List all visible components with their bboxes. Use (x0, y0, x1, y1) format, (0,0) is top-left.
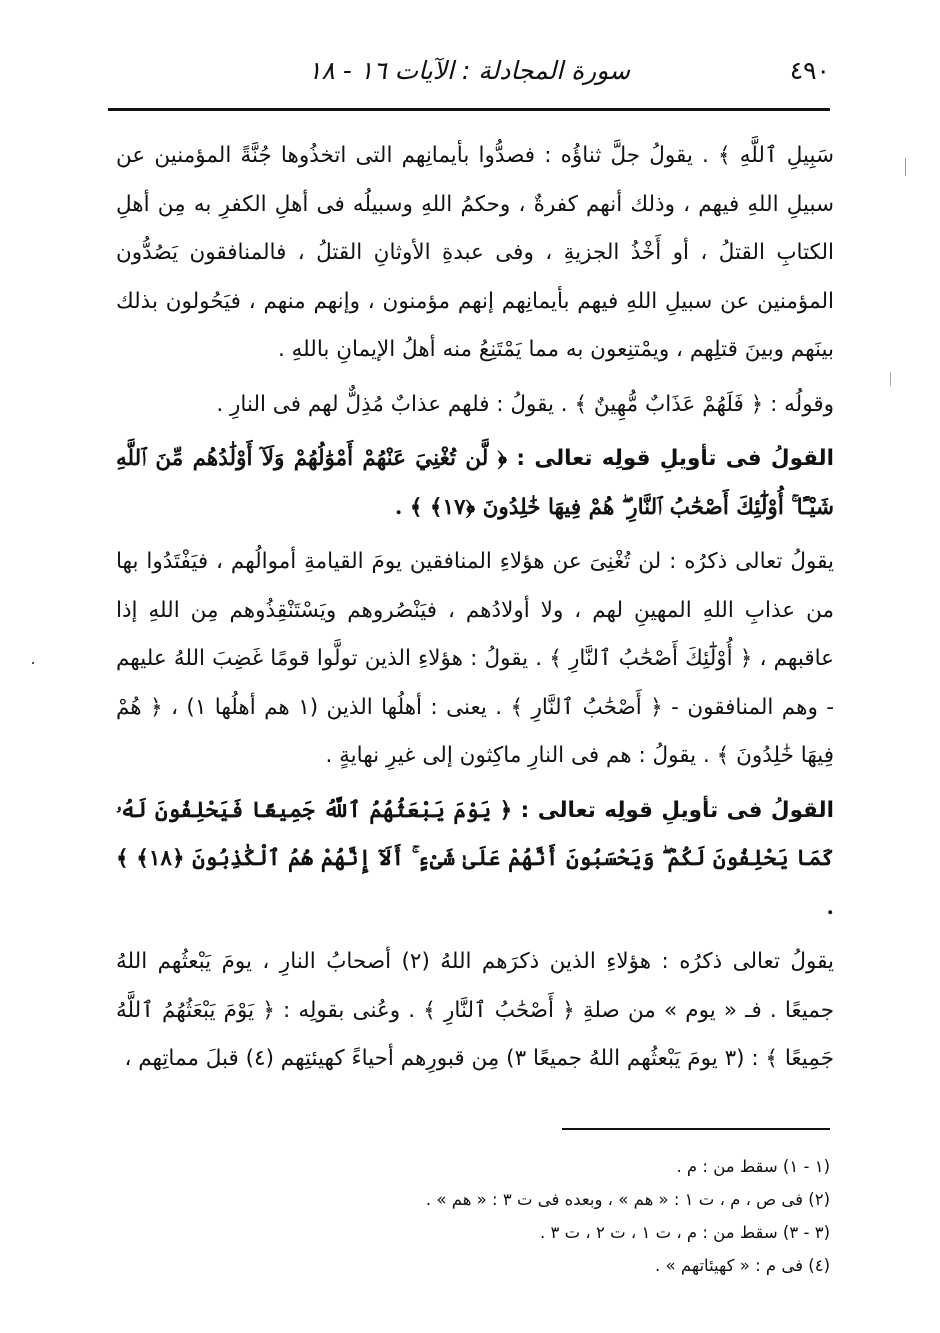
paragraph-3: يقولُ تعالى ذكرُه : لن تُغْنِىَ عن هؤلاءِ المنافقين يومَ القيامةِ أموالُهم ، فيَفْتَدُوا بها من عذابِ اللهِ المهينِ لهم ، ولا أولادُهم ، فيَنْصُروهم ويَسْتَنْقِذُوهم مِن اللهِ إذا عاقبهم ، ﴿ أُوْلَٰٓئِكَ أَصْحَٰبُ ٱلنَّارِ ﴾ . يقولُ : هؤلاءِ الذين تولَّوا قومًا غَضِبَ اللهُ عليهم - وهم المنافقون - ﴿ أَصْحَٰبُ ٱلنَّارِ ﴾ . يعنى : أهلُها الذين (١ هم أهلُها ١) ، ﴿ هُمْ فِيهَا خَٰلِدُونَ ﴾ . يقولُ : هم فى النارِ ماكِثون إلى غيرِ نهايةٍ . (116, 549, 835, 768)
footnote-4: (٤) فى م : « كهيئاتهم » . (655, 1256, 830, 1275)
footnote-rule (562, 1128, 830, 1130)
paragraph-4: يقولُ تعالى ذكرُه : هؤلاءِ الذين ذكرَهم اللهُ (٢) أصحابُ النارِ ، يومَ يَبْعثُهم اللهُ جميعًا . فـ « يوم » من صلةِ ﴿ أَصْحَٰبُ ٱلنَّارِ ﴾ . وعُنى بقولِه : ﴿ يَوْمَ يَبْعَثُهُمُ ٱللَّهُ جَمِيعًا ﴾ : (٣ يومَ يَبْعثُهم اللهُ جميعًا ٣) مِن قبورِهم أحياءً كهيئتِهم (٤) قبلَ مماتِهم ، (116, 949, 834, 1071)
footnote-3: (٣ - ٣) سقط من : م ، ت ١ ، ت ٢ ، ت ٣ . (540, 1223, 830, 1242)
footnotes (116, 1150, 830, 1282)
scan-speck (32, 662, 34, 664)
page-number: ٤٩٠ (789, 56, 830, 85)
quran-verse-18: ﴿ يَوْمَ يَبْعَثُهُمُ ٱللَّهُ جَمِيعًا فَيَحْلِفُونَ لَهُۥ كَمَا يَحْلِفُونَ لَكُمْ ۖ وَيَحْسَبُونَ أَنَّهُمْ عَلَىٰ شَىْءٍ ۚ أَلَآ إِنَّهُمْ هُمُ ٱلْكَٰذِبُونَ ﴿١٨﴾ ﴾ . (116, 797, 834, 920)
header-rule (108, 108, 830, 111)
quran-verse-17: ﴿ لَّن تُغْنِيَ عَنْهُمْ أَمْوَٰلُهُمْ وَلَآ أَوْلَٰدُهُم مِّنَ ٱللَّهِ شَيْـًٔا ۚ أُوْلَٰٓئِكَ أَصْحَٰبُ ٱلنَّارِ ۖ هُمْ فِيهَا خَٰلِدُونَ ﴿١٧﴾ ﴾ . (116, 446, 834, 520)
section-heading-17 (116, 435, 834, 532)
scan-speck (905, 158, 906, 176)
page-body (116, 132, 834, 1084)
section-heading-18 (116, 787, 834, 933)
heading-lead: القولُ فى تأويلِ قولِه تعالى : (512, 797, 834, 823)
paragraph-2: وقولُه : ﴿ فَلَهُمْ عَذَابٌ مُّهِينٌ ﴾ . يقولُ : فلهم عذابٌ مُذِلٌّ لهم فى النارِ . (216, 391, 834, 417)
scan-speck (890, 372, 891, 386)
heading-lead: القولُ فى تأويلِ قولِه تعالى : (507, 446, 834, 471)
footnote-2: (٢) فى ص ، م ، ت ١ : « هم » ، وبعده فى ت ٣ : « هم » . (425, 1190, 830, 1209)
running-title: سورة المجادلة : الآيات ١٦ - ١٨ (308, 56, 631, 85)
page-header (108, 52, 830, 92)
footnote-1: (١ - ١) سقط من : م . (676, 1157, 830, 1176)
paragraph-1: سَبِيلِ ٱللَّهِ ﴾ . يقولُ جلَّ ثناؤُه : فصدُّوا بأيمانِهم التى اتخذُوها جُنَّةً المؤمنين عن سبيلِ اللهِ فيهم ، وذلك أنهم كفرةٌ ، وحكمُ اللهِ وسبيلُه فى أهلِ الكفرِ به مِن أهلِ الكتابِ القتلُ ، أو أَخْذُ الجزيةِ ، وفى عبدةِ الأوثانِ القتلُ ، فالمنافقون يَصُدُّون المؤمنين عن سبيلِ اللهِ فيهم بأيمانِهم إنهم مؤمنون ، وإنهم منهم ، فيَحُولون بذلك بينَهم وبينَ قتلِهم ، ويمْتنِعون به مما يَمْتَنِعُ منه أهلُ الإيمانِ باللهِ . (116, 143, 834, 362)
